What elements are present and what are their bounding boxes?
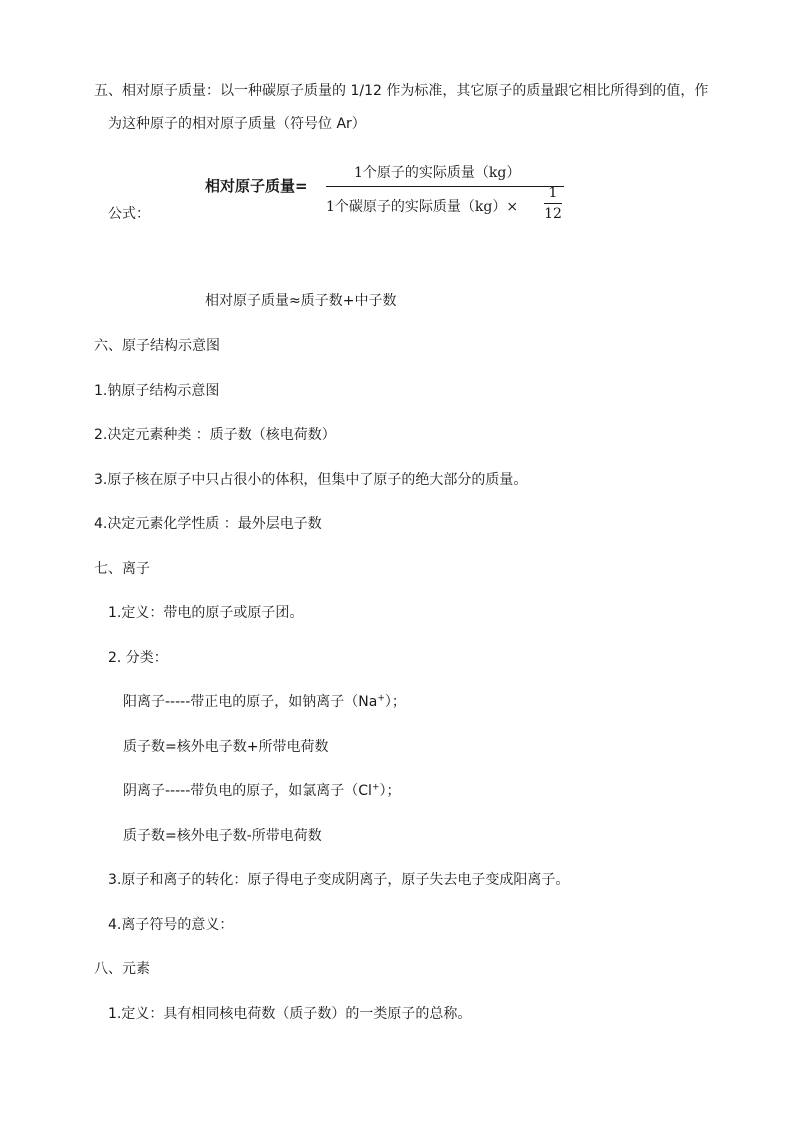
section-5-line-2: 为这种原子的相对原子质量（符号位 Ar） — [108, 116, 366, 132]
small-fraction-numerator: 1 — [548, 185, 558, 201]
anion-end: ）； — [379, 783, 401, 799]
section-6-item-2: 2.决定元素种类 ：质子数（核电荷数） — [94, 427, 336, 443]
cation-charge: + — [377, 693, 385, 704]
cation-end: ）； — [384, 694, 406, 710]
anion-rule: 质子数=核外电子数-所带电荷数 — [123, 828, 322, 844]
cation-line — [123, 693, 406, 711]
section-6-item-3: 3.原子核在原子中只占很小的体积，但集中了原子的绝大部分的质量。 — [94, 472, 528, 488]
small-fraction-bar — [544, 203, 562, 204]
section-6-title: 六、原子结构示意图 — [94, 338, 220, 354]
section-7-item-3: 3.原子和离子的转化：原子得电子变成阴离子，原子失去电子变成阳离子。 — [108, 872, 570, 888]
anion-text: 阴离子-----带负电的原子，如氯离子（Cl — [123, 783, 372, 799]
section-8-item-1: 1.定义：具有相同核电荷数（质子数）的一类原子的总称。 — [108, 1006, 472, 1022]
fraction-numerator: 1个原子的实际质量（kg） — [354, 165, 521, 181]
section-6-item-1: 1.钠原子结构示意图 — [94, 383, 220, 399]
section-6-item-4: 4.决定元素化学性质 ：最外层电子数 — [94, 516, 322, 532]
approx-formula: 相对原子质量≈质子数+中子数 — [205, 293, 397, 309]
section-7-item-2: 2. 分类： — [108, 650, 168, 666]
small-fraction-denominator: 12 — [544, 206, 562, 222]
anion-charge: + — [371, 782, 380, 793]
cation-rule: 质子数=核外电子数+所带电荷数 — [123, 739, 329, 755]
section-8-title: 八、元素 — [94, 961, 150, 977]
section-7-title: 七、离子 — [94, 561, 150, 577]
section-5-line-1: 五、相对原子质量：以一种碳原子质量的 1/12 作为标准，其它原子的质量跟它相比所得到的值，作 — [94, 83, 709, 99]
cation-text: 阳离子-----带正电的原子，如钠离子（Na — [123, 694, 378, 710]
fraction-bar — [326, 186, 564, 187]
fraction-denominator: 1个碳原子的实际质量（kg）× — [326, 199, 519, 215]
section-7-item-4: 4.离子符号的意义： — [108, 917, 234, 933]
formula-intro: 公式： — [108, 206, 150, 222]
section-7-item-1: 1.定义：带电的原子或原子团。 — [108, 605, 304, 621]
one-twelfth-fraction — [544, 184, 562, 223]
formula-label: 相对原子质量= — [205, 177, 308, 195]
anion-line — [123, 782, 400, 800]
